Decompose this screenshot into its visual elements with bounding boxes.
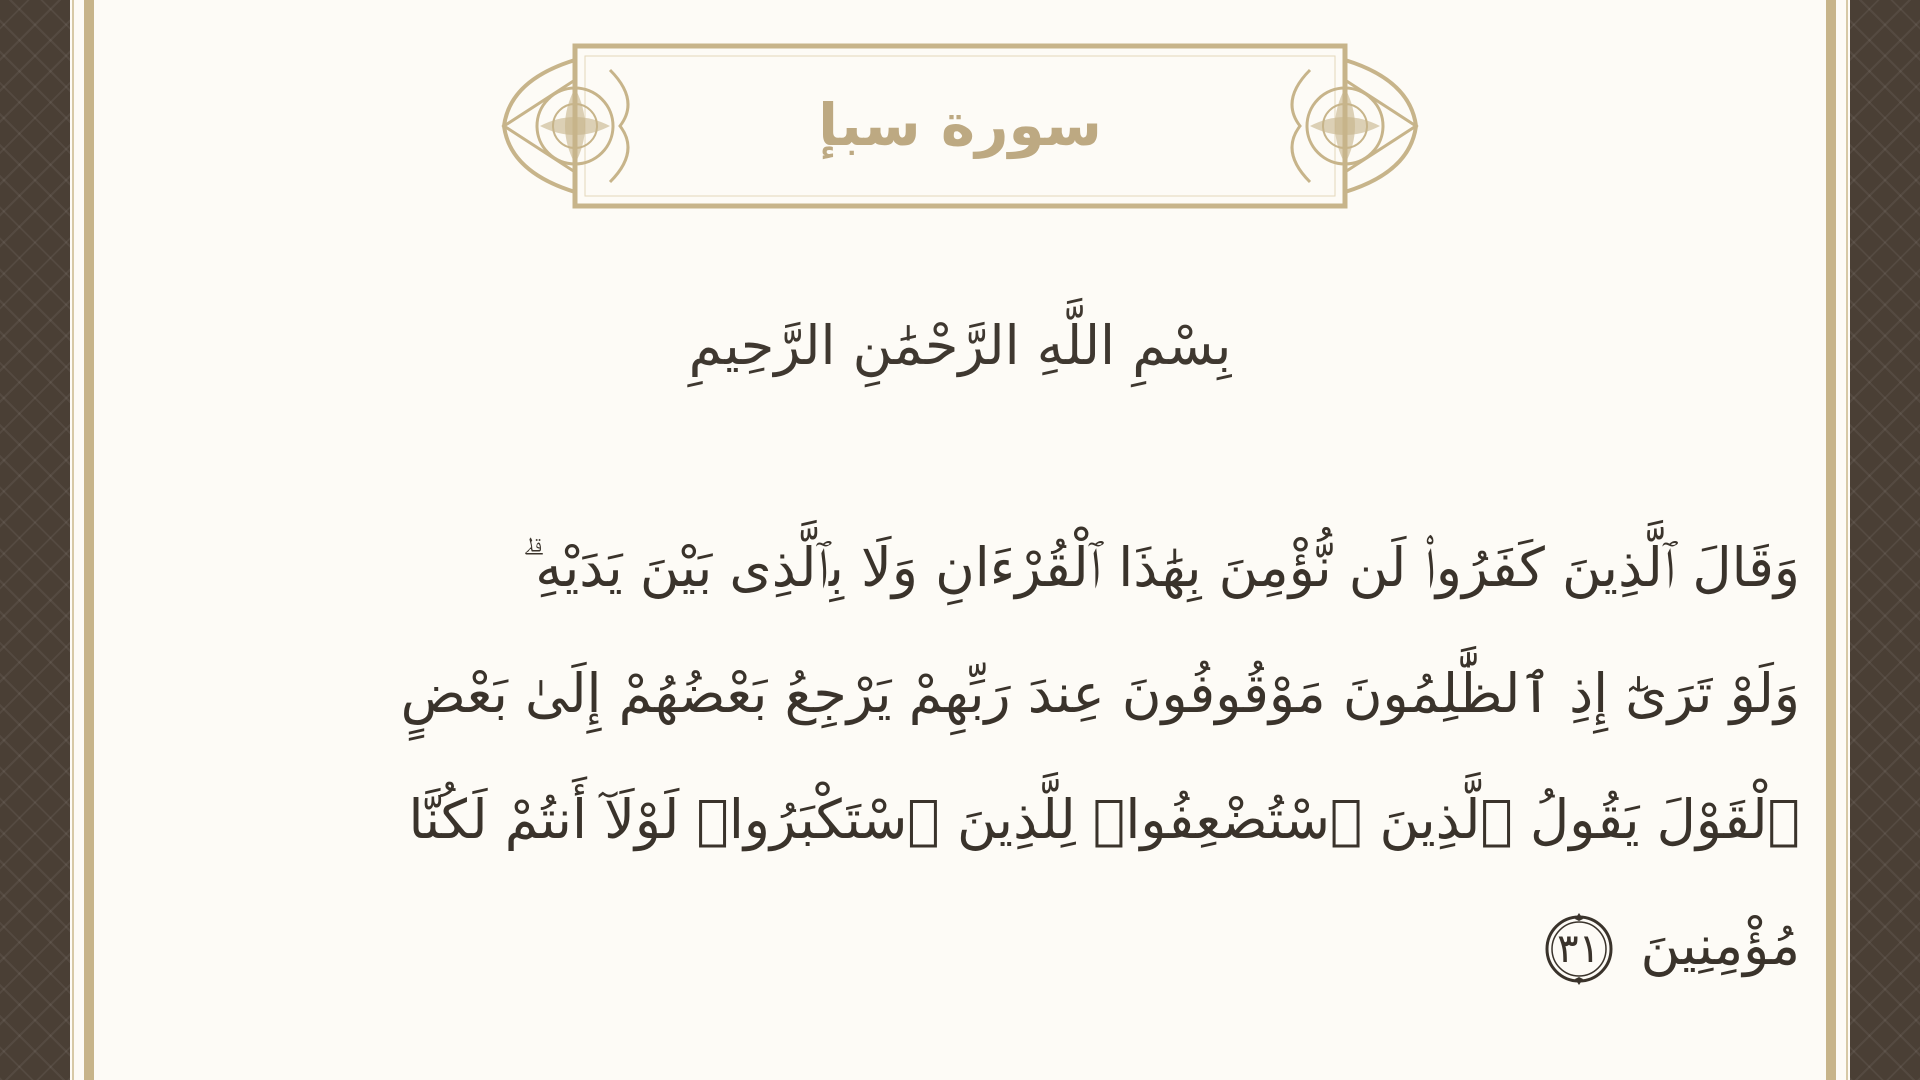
verse-line-1: وَقَالَ ٱلَّذِينَ كَفَرُوا۟ لَن نُّؤْمِنَ بِهَٰذَا ٱلْقُرْءَانِ وَلَا بِٱلَّذِى بَيْنَ يَدَيْهِ ۗ [521,536,1800,599]
verse-line-4-text: مُؤْمِنِينَ [1640,914,1800,977]
surah-header-frame [500,40,1420,230]
verse-text [180,505,1800,1009]
verse-line-3: ٱلْقَوْلَ يَقُولُ ٱلَّذِينَ ٱسْتُضْعِفُوا۟ لِلَّذِينَ ٱسْتَكْبَرُوا۟ لَوْلَآ أَنتُمْ لَكُنَّا [408,788,1800,851]
right-thin-line [1846,0,1848,1080]
verse-line-4 [180,883,1800,1009]
surah-title: سورة سبإ [818,91,1102,159]
bismillah-calligraphy: بِسْمِ اللَّهِ الرَّحْمَٰنِ الرَّحِيمِ [688,313,1232,377]
left-ornamental-border [0,0,70,1080]
ayah-number-marker [1541,911,1617,987]
verse-line-2: وَلَوْ تَرَىٰٓ إِذِ ٱلظَّٰلِمُونَ مَوْقُوفُونَ عِندَ رَبِّهِمْ يَرْجِعُ بَعْضُهُمْ إِلَىٰ بَعْضٍ [400,662,1800,725]
left-thin-line [72,0,74,1080]
left-gold-bar [84,0,94,1080]
ayah-number: ٣١ [1557,926,1601,973]
right-gold-bar [1826,0,1836,1080]
right-ornamental-border [1850,0,1920,1080]
